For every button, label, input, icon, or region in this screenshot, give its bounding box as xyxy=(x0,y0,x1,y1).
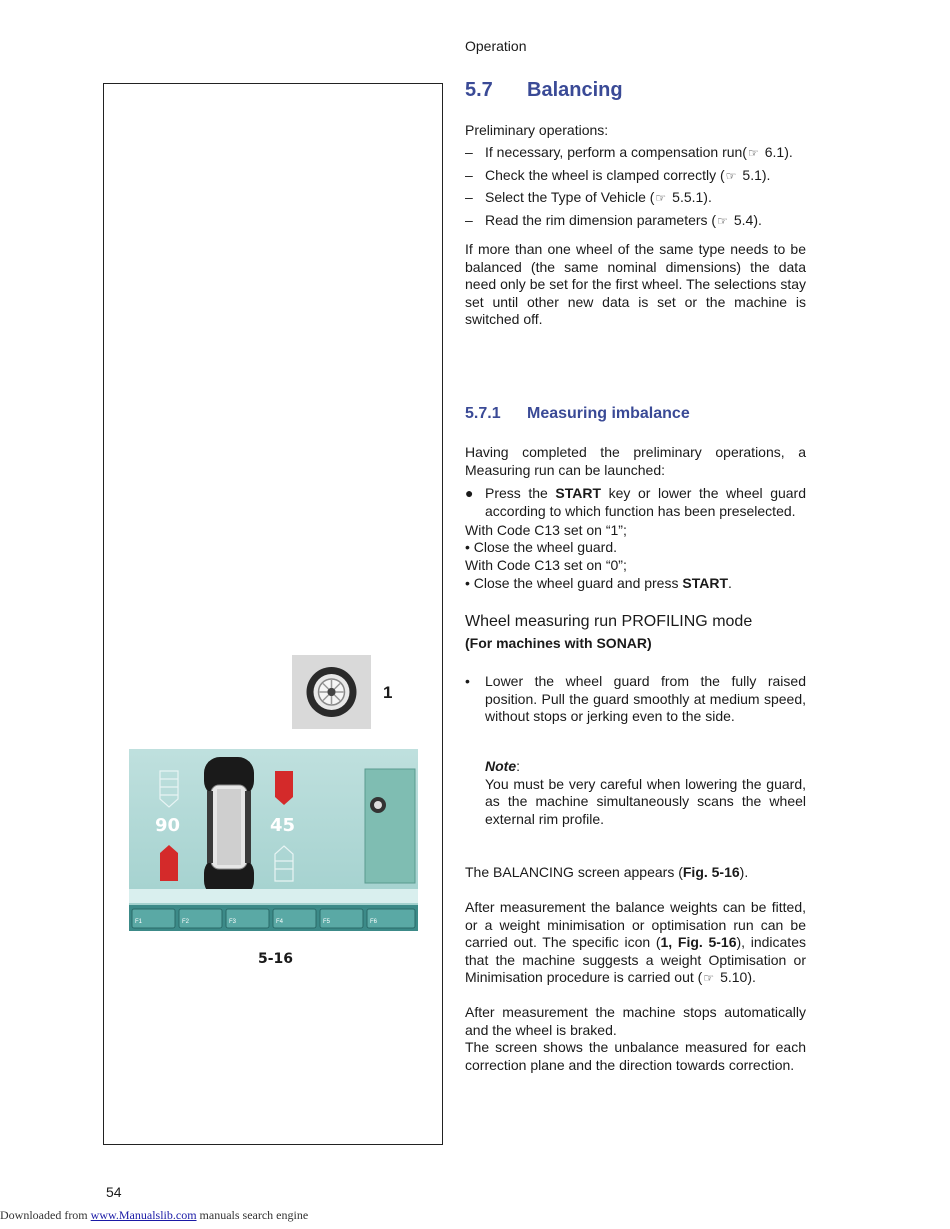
wheel-icon xyxy=(292,655,371,729)
right-plane-down-arrow xyxy=(275,846,293,881)
right-plane-up-arrow xyxy=(275,771,293,805)
right-plane-value: 45 xyxy=(270,815,296,836)
manualslib-link[interactable]: www.Manualslib.com xyxy=(90,1208,197,1222)
side-info-panel xyxy=(365,769,415,883)
list-item: – Read the rim dimension parameters (☞ 5.4). xyxy=(465,211,762,228)
f5-label: F5 xyxy=(323,919,331,925)
dash-mark: – xyxy=(465,144,473,160)
list-item: – Check the wheel is clamped correctly (☞ 5.1). xyxy=(465,166,771,183)
list-item: – If necessary, perform a compensation run(☞ 6.1). xyxy=(465,144,793,160)
f6-label: F6 xyxy=(370,919,378,925)
tyre-graphic xyxy=(204,757,254,897)
dash-mark: – xyxy=(465,189,473,205)
dash-mark: – xyxy=(465,166,473,183)
callout-number: 1 xyxy=(383,683,393,702)
prelim-list xyxy=(465,144,806,234)
f2-label: F2 xyxy=(182,919,190,925)
pointing-hand-icon: ☞ xyxy=(725,168,737,183)
subsection-title: Measuring imbalance xyxy=(527,405,690,422)
c13-1-step: • Close the wheel guard. xyxy=(465,539,617,555)
running-header: Operation xyxy=(465,38,527,54)
bullet-mark: ● xyxy=(465,485,474,501)
pointing-hand-icon: ☞ xyxy=(703,971,715,985)
f4-label: F4 xyxy=(276,919,284,925)
prelim-intro: Preliminary operations: xyxy=(465,122,609,138)
note-block: Note: You must be very careful when lowering the guard, as the machine simultaneously scans the wheel external rim profile. xyxy=(485,758,806,827)
list-item: ● Press the START key or lower the wheel guard according to which function has been preselected. xyxy=(465,485,807,519)
section-paragraph: If more than one wheel of the same type needs to be balanced (the same nominal dimensions) the data need only be set for the first wheel. The selections stay set until other new data is set or the machine is switched off. xyxy=(465,241,806,327)
subsection-heading xyxy=(465,405,690,423)
subsection-intro: Having completed the preliminary operations, a Measuring run can be launched: xyxy=(465,444,806,478)
left-plane-value: 90 xyxy=(155,815,181,836)
left-plane-up-arrow xyxy=(160,771,178,807)
profiling-title: Wheel measuring run PROFILING mode xyxy=(465,613,753,630)
f1-label: F1 xyxy=(135,919,143,925)
list-item: • Lower the wheel guard from the fully raised position. Pull the guard smoothly at medium speed, without stops or jerking even to the side. xyxy=(465,673,806,724)
f3-label: F3 xyxy=(229,919,237,925)
pointing-hand-icon: ☞ xyxy=(655,191,667,205)
page-number: 54 xyxy=(106,1184,122,1200)
download-footer: Downloaded from www.Manualslib.com manuals search engine xyxy=(0,1208,309,1222)
note-text: You must be very careful when lowering the guard, as the machine simultaneously scans the wheel external rim profile. xyxy=(485,775,806,827)
profiling-bullet xyxy=(465,673,806,730)
list-item: – Select the Type of Vehicle (☞ 5.5.1). xyxy=(465,189,712,205)
start-key: START xyxy=(555,485,602,501)
after-measurement-paragraph: After measurement the balance weights can be fitted, or a weight minimisation or optimisation run can be carried out. The specific icon (1, Fig. 5-16), indicates that the machine suggests a weight Optimisation or Minimisation procedure is carried out (☞ 5.10). xyxy=(465,899,806,985)
section-heading xyxy=(465,79,623,102)
c13-0-line: With Code C13 set on “0”; xyxy=(465,557,627,573)
bullet-mark: • xyxy=(465,673,470,689)
profiling-subtitle: (For machines with SONAR) xyxy=(465,635,652,651)
pointing-hand-icon: ☞ xyxy=(717,213,728,228)
note-label: Note xyxy=(485,758,517,774)
balancing-screen-graphic xyxy=(129,749,418,931)
section-title: Balancing xyxy=(527,79,623,101)
figure-frame xyxy=(103,83,443,1145)
section-number: 5.7 xyxy=(465,79,493,101)
optimisation-icon-box xyxy=(292,655,371,729)
start-bullet xyxy=(465,485,806,524)
balancing-screen-figure xyxy=(129,749,418,931)
dash-mark: – xyxy=(465,211,473,228)
fig-ref: Fig. 5-16 xyxy=(682,864,740,880)
subsection-number: 5.7.1 xyxy=(465,405,501,422)
c13-1-line: With Code C13 set on “1”; xyxy=(465,522,627,538)
c13-0-step: • Close the wheel guard and press START. xyxy=(465,575,732,591)
left-plane-down-arrow xyxy=(160,845,178,881)
pointing-hand-icon: ☞ xyxy=(747,146,759,160)
after-measurement-stop: After measurement the machine stops automatically and the wheel is braked. The screen shows the unbalance measured for each correction plane and the direction towards correction. xyxy=(465,1004,806,1073)
balancing-screen-line: The BALANCING screen appears (Fig. 5-16). xyxy=(465,864,749,880)
figure-caption: 5-16 xyxy=(258,951,294,967)
start-key: START xyxy=(682,575,728,591)
fig-ref: 1, Fig. 5-16 xyxy=(660,934,737,950)
